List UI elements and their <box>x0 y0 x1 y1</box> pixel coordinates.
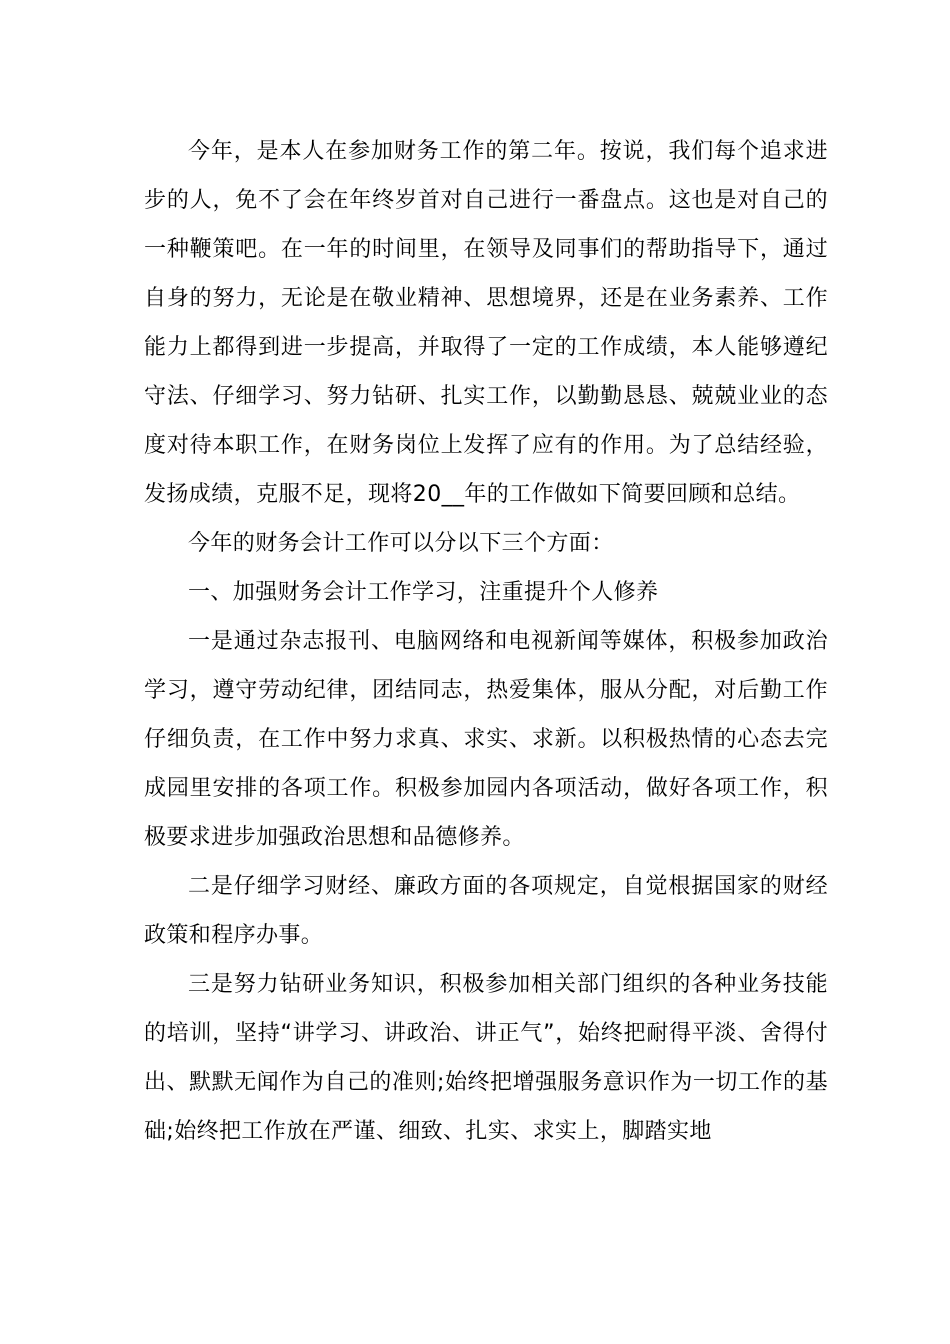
document-body <box>144 127 828 1156</box>
paragraph-item-2: 二是仔细学习财经、廉政方面的各项规定，自觉根据国家的财经政策和程序办事。 <box>144 874 828 948</box>
paragraph-intro: 今年，是本人在参加财务工作的第二年。按说，我们每个追求进步的人，免不了会在年终岁首对自己进行一番盘点。这也是对自己的一种鞭策吧。在一年的时间里，在领导及同事们的帮助指导下，通过自身的努力，无论是在敬业精神、思想境界，还是在业务素养、工作能力上都得到进一步提高，并取得了一定的工作成绩，本人能够遵纪守法、仔细学习、努力钻研、扎实工作，以勤勤恳恳、兢兢业业的态度对待本职工作，在财务岗位上发挥了应有的作用。为了总结经验，发扬成绩，克服不足，现将20__年的工作做如下简要回顾和总结。 <box>144 139 828 507</box>
paragraph-overview: 今年的财务会计工作可以分以下三个方面： <box>188 531 614 556</box>
section-heading: 一、加强财务会计工作学习，注重提升个人修养 <box>188 580 659 605</box>
paragraph-item-3: 三是努力钻研业务知识，积极参加相关部门组织的各种业务技能的培训，坚持“讲学习、讲政治、讲正气”，始终把耐得平淡、舍得付出、默默无闻作为自己的准则;始终把增强服务意识作为一切工作的基础;始终把工作放在严谨、细致、扎实、求实上，脚踏实地 <box>144 972 828 1144</box>
paragraph-item-1: 一是通过杂志报刊、电脑网络和电视新闻等媒体，积极参加政治学习，遵守劳动纪律，团结同志，热爱集体，服从分配，对后勤工作仔细负责，在工作中努力求真、求实、求新。以积极热情的心态去完成园里安排的各项工作。积极参加园内各项活动，做好各项工作，积极要求进步加强政治思想和品德修养。 <box>144 629 828 850</box>
